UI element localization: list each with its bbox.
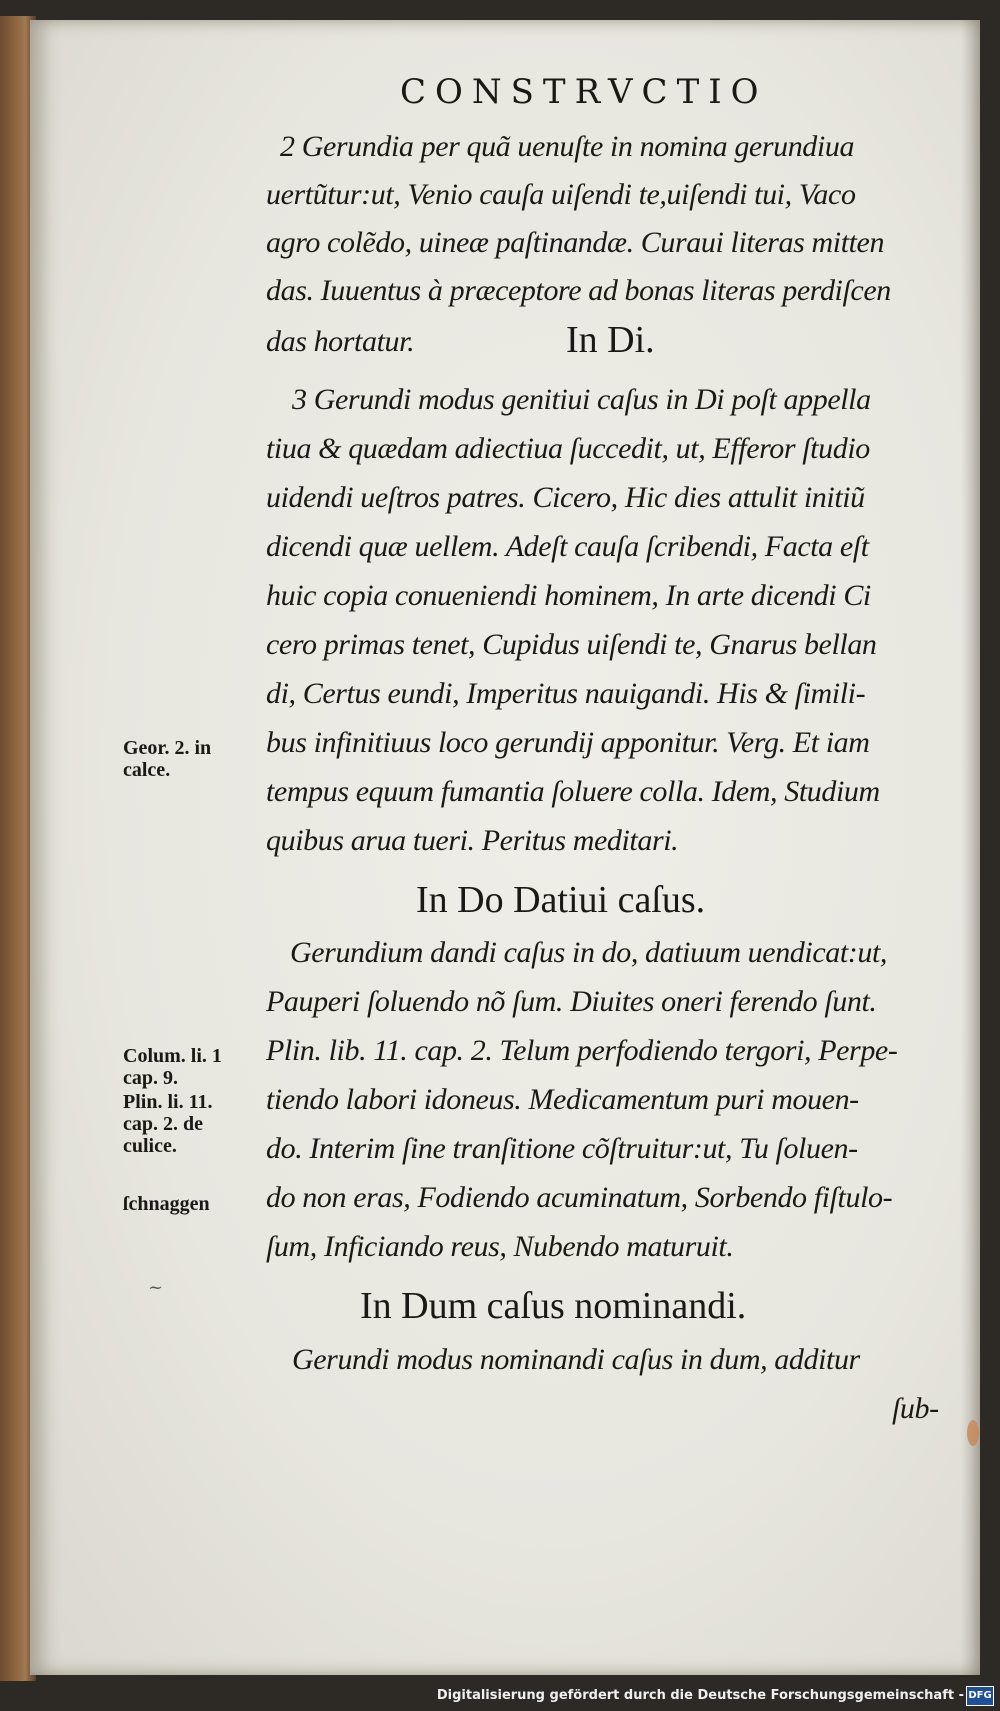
text-line: dicendi quæ uellem. Adeſt cauſa ſcribendi, Facta eſt xyxy=(266,530,869,563)
margin-note-plin xyxy=(123,1091,212,1157)
text-line: uidendi ueſtros patres. Cicero, Hic dies attulit initiũ xyxy=(266,481,865,514)
pen-mark: ~ xyxy=(148,1277,164,1298)
text-line: cero primas tenet, Cupidus uiſendi te, Gnarus bellan xyxy=(266,628,877,661)
funding-credit: Digitalisierung gefördert durch die Deutsche Forschungsgemeinschaft - xyxy=(436,1688,964,1703)
margin-note-line: ſchnaggen xyxy=(123,1193,210,1215)
margin-note-schnaggen xyxy=(123,1193,210,1215)
text-line: 3 Gerundi modus genitiui caſus in Di poſt appella xyxy=(292,383,871,416)
text-line: 2 Gerundia per quã uenuſte in nomina gerundiua xyxy=(280,130,855,163)
text-line: das. Iuuentus à præceptore ad bonas literas perdiſcen xyxy=(266,274,891,307)
text-line: Plin. lib. 11. cap. 2. Telum perfodiendo tergori, Perpe- xyxy=(266,1034,898,1067)
margin-note-geor xyxy=(123,737,211,781)
dfg-logo: DFG xyxy=(966,1686,994,1706)
text-line: agro colẽdo, uineæ paſtinandæ. Curaui literas mitten xyxy=(266,226,885,259)
section-heading-in-do: In Do Datiui caſus. xyxy=(416,879,706,921)
text-line: tiua & quædam adiectiua ſuccedit, ut, Efferor ſtudio xyxy=(266,432,870,465)
section-heading-in-di: In Di. xyxy=(566,319,655,361)
ink-blot xyxy=(967,1420,979,1446)
margin-note-line: Colum. li. 1 xyxy=(123,1045,222,1067)
text-line: tempus equum fumantia ſoluere colla. Idem, Studium xyxy=(266,775,880,808)
text-line: das hortatur. xyxy=(266,325,415,358)
text-line: ſum, Inficiando reus, Nubendo maturuit. xyxy=(266,1230,734,1263)
text-line: uertũtur:ut, Venio cauſa uiſendi te,uiſendi tui, Vaco xyxy=(266,178,856,211)
margin-note-line: calce. xyxy=(123,759,171,781)
text-line: bus infinitiuus loco gerundij apponitur. Verg. Et iam xyxy=(266,726,870,759)
text-line: tiendo labori idoneus. Medicamentum puri mouen- xyxy=(266,1083,859,1116)
text-line: Gerundi modus nominandi caſus in dum, additur xyxy=(292,1343,860,1376)
text-line: Gerundium dandi caſus in do, datiuum uendicat:ut, xyxy=(290,936,888,969)
section-heading-in-dum: In Dum caſus nominandi. xyxy=(360,1285,747,1327)
margin-note-line: cap. 2. de xyxy=(123,1113,203,1135)
text-line: huic copia conueniendi hominem, In arte dicendi Ci xyxy=(266,579,871,612)
margin-note-colum xyxy=(123,1045,222,1089)
margin-note-line: culice. xyxy=(123,1135,177,1157)
margin-note-line: Geor. 2. in xyxy=(123,737,212,759)
text-line: do. Interim ſine tranſitione cõſtruitur:ut, Tu ſoluen- xyxy=(266,1132,858,1165)
text-line: Pauperi ſoluendo nõ ſum. Diuites oneri ferendo ſunt. xyxy=(266,985,877,1018)
margin-note-line: Plin. li. 11. xyxy=(123,1091,213,1113)
running-head: CONSTRVCTIO xyxy=(400,72,768,112)
catchword: ſub- xyxy=(892,1392,939,1425)
text-line: do non eras, Fodiendo acuminatum, Sorbendo fiſtulo- xyxy=(266,1181,893,1214)
text-line: quibus arua tueri. Peritus meditari. xyxy=(266,824,679,857)
margin-note-line: cap. 9. xyxy=(123,1067,178,1089)
text-line: di, Certus eundi, Imperitus nauigandi. His & ſimili- xyxy=(266,677,866,710)
